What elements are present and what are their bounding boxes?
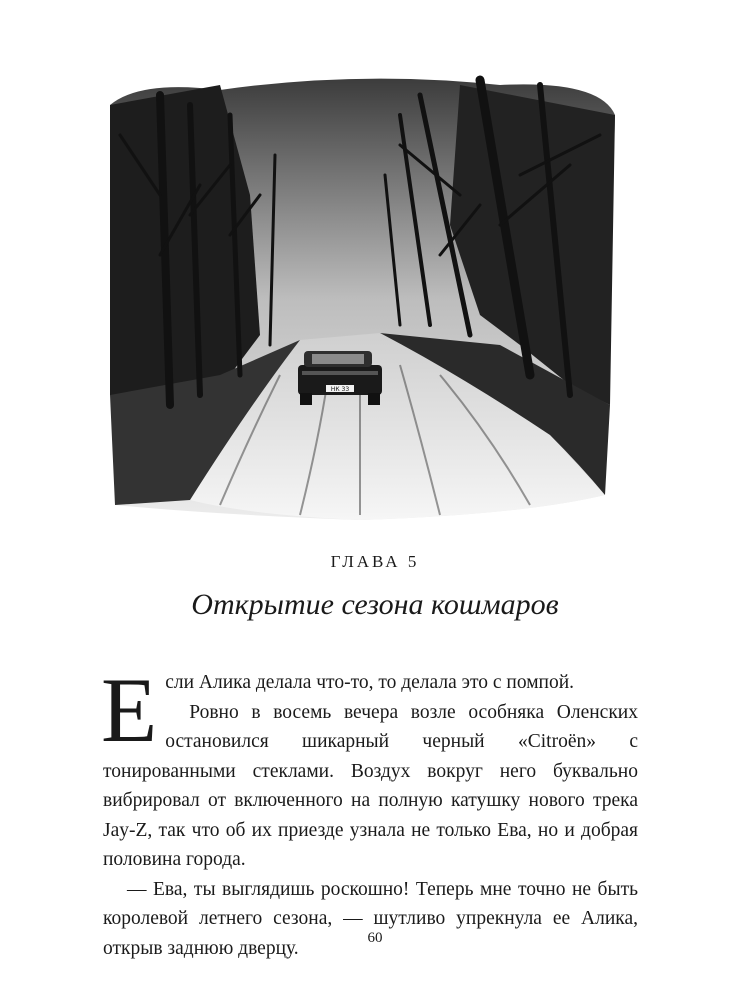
paragraph-1 (101, 659, 638, 761)
road-with-car-illustration (100, 75, 620, 525)
paragraph-3: — Ева, ты выглядишь роскошно! Теперь мне точно не быть королевой летнего сезона, — шутливо упрекнула ее Алика, открыв заднюю дверцу. (103, 878, 638, 959)
paragraph-2: Ровно в восемь вечера возле особняка Оленских остановился шикарный черный «Citroën» с тонированными стеклами. Воздух вокруг него буквально вибрировал от включенного на полную катушку нового трека Jay-Z, так что об их приезде узнала не только Ева, но и добрая половина города. (103, 701, 638, 870)
page-number: 60 (367, 930, 383, 946)
chapter-title: Открытие сезона кошмаров (191, 588, 559, 621)
license-plate: НК 33 (330, 386, 350, 393)
body-text (101, 659, 638, 963)
chapter-label: ГЛАВА 5 (330, 552, 420, 571)
paragraph-1-text: сли Алика делала что-то, то делала это с помпой. (165, 672, 575, 693)
drop-cap: Е (101, 659, 158, 761)
